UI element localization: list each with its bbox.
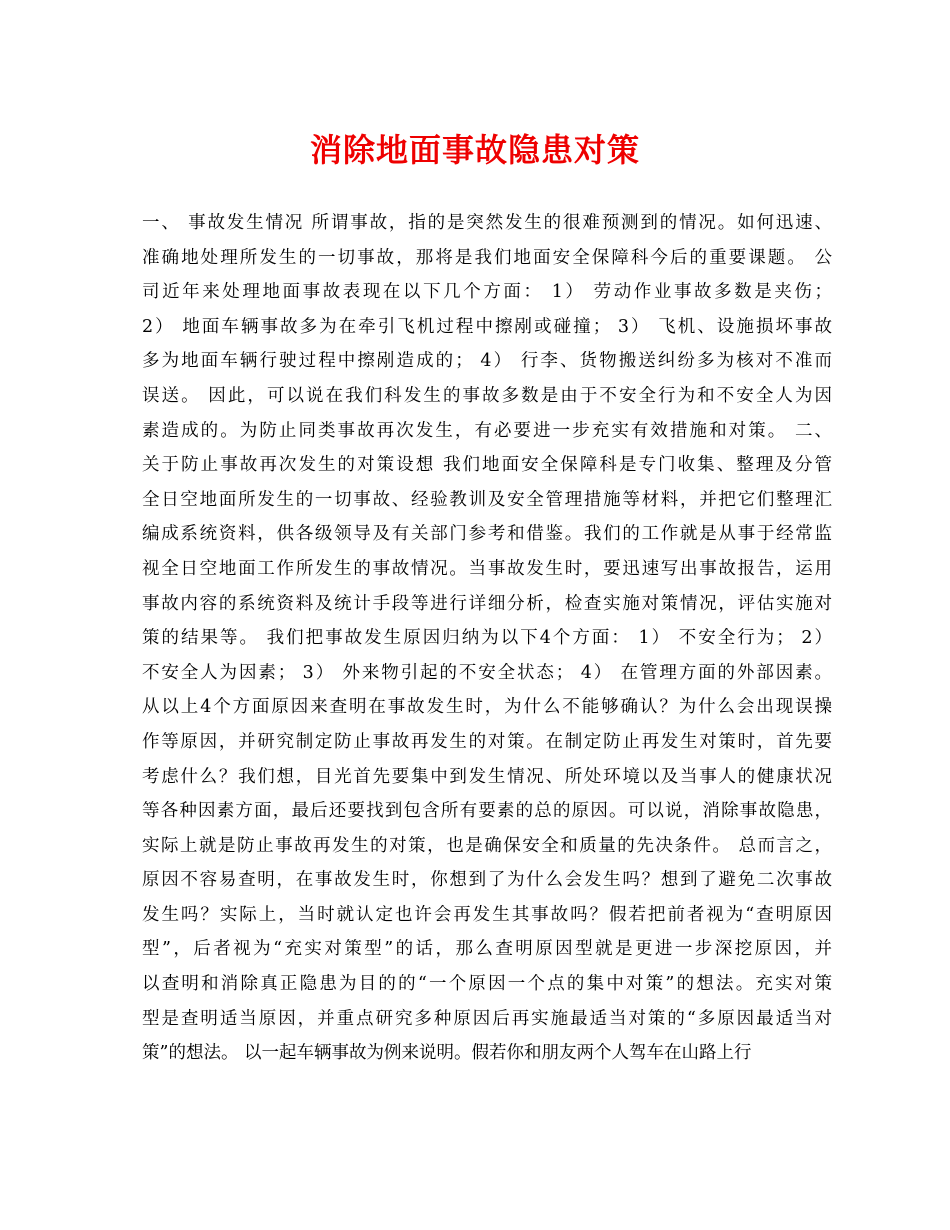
document-body	[142, 206, 832, 1071]
body-line: 一、 事故发生情况 所谓事故，指的是突然发生的很难预测到的情况。如何迅速、	[142, 213, 832, 233]
body-line: 误送。 因此，可以说在我们科发生的事故多数是由于不安全行为和不安全人为因	[142, 385, 832, 406]
body-line: 考虑什么？我们想，目光首先要集中到发生情况、所处环境以及当事人的健康状况	[142, 766, 832, 787]
body-line: 型”，后者视为“充实对策型”的话，那么查明原因型就是更进一步深挖原因，并	[142, 939, 832, 960]
document-title: 消除地面事故隐患对策	[309, 131, 640, 169]
body-line: 准确地处理所发生的一切事故，那将是我们地面安全保障科今后的重要课题。 公	[142, 247, 832, 268]
body-line: 从以上4个方面原因来查明在事故发生时，为什么不能够确认？为什么会出现误操	[142, 697, 832, 718]
body-line: 素造成的。为防止同类事故再次发生，有必要进一步充实有效措施和对策。 二、	[142, 420, 832, 441]
body-line: 全日空地面所发生的一切事故、经验教训及安全管理措施等材料，并把它们整理汇	[142, 489, 832, 510]
body-line: 事故内容的系统资料及统计手段等进行详细分析，检查实施对策情况，评估实施对	[142, 593, 832, 614]
body-line: 关于防止事故再次发生的对策设想 我们地面安全保障科是专门收集、整理及分管	[142, 455, 832, 476]
body-line: 以查明和消除真正隐患为目的的“一个原因一个点的集中对策”的想法。充实对策	[142, 974, 832, 995]
body-line: 多为地面车辆行驶过程中擦剐造成的； 4） 行李、货物搬送纠纷多为核对不准而	[142, 351, 832, 372]
body-line: 作等原因，并研究制定防止事故再发生的对策。在制定防止再发生对策时，首先要	[142, 731, 832, 752]
body-line: 发生吗？实际上，当时就认定也许会再发生其事故吗？假若把前者视为“查明原因	[142, 904, 832, 925]
body-line: 策的结果等。 我们把事故发生原因归纳为以下4个方面： 1） 不安全行为； 2）	[142, 628, 832, 649]
body-line: 编成系统资料，供各级领导及有关部门参考和借鉴。我们的工作就是从事于经常监	[142, 524, 832, 545]
body-line: 实际上就是防止事故再发生的对策，也是确保安全和质量的先决条件。 总而言之，	[142, 835, 832, 856]
body-line: 视全日空地面工作所发生的事故情况。当事故发生时，要迅速写出事故报告，运用	[142, 558, 832, 579]
body-line: 2） 地面车辆事故多为在牵引飞机过程中擦剐或碰撞； 3） 飞机、设施损坏事故	[142, 316, 832, 337]
body-line: 等各种因素方面，最后还要找到包含所有要素的总的原因。可以说，消除事故隐患，	[142, 801, 832, 822]
body-line: 司近年来处理地面事故表现在以下几个方面： 1） 劳动作业事故多数是夹伤；	[142, 282, 832, 303]
body-line: 型是查明适当原因，并重点研究多种原因后再实施最适当对策的“多原因最适当对	[142, 1008, 832, 1029]
body-line: 原因不容易查明，在事故发生时，你想到了为什么会发生吗？想到了避免二次事故	[142, 870, 832, 891]
body-line: 不安全人为因素； 3） 外来物引起的不安全状态； 4） 在管理方面的外部因素。	[142, 662, 832, 683]
body-line: 策”的想法。 以一起车辆事故为例来说明。假若你和朋友两个人驾车在山路上行	[142, 1043, 752, 1064]
